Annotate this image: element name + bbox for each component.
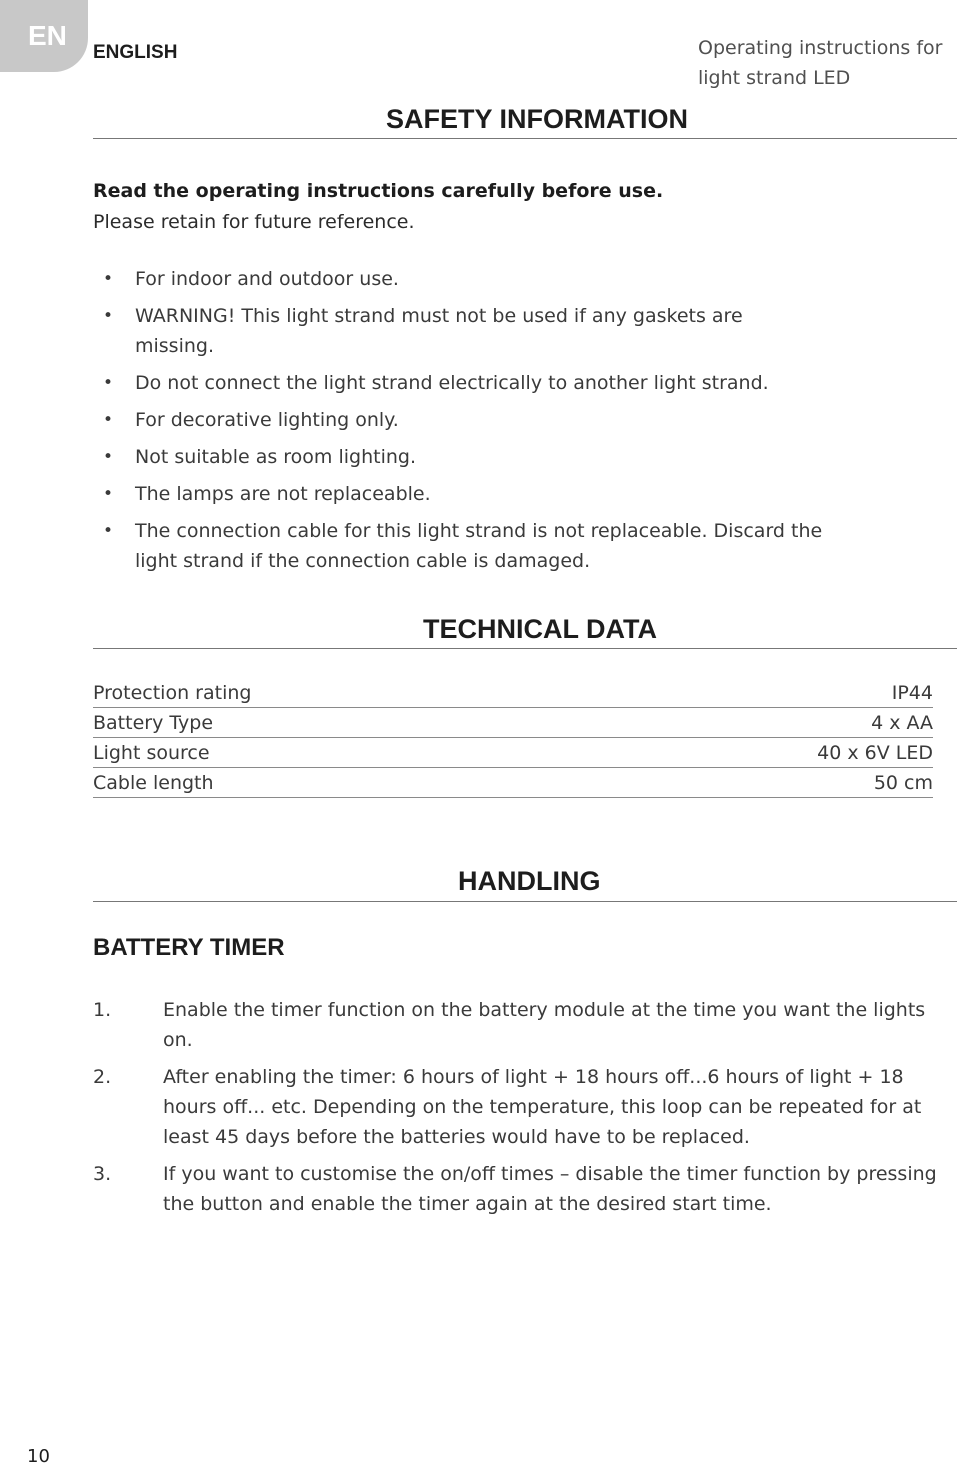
list-item: • Not suitable as room lighting. [103, 442, 823, 472]
list-item [93, 1062, 953, 1152]
safety-title: SAFETY INFORMATION [386, 104, 688, 134]
table-row [93, 708, 933, 738]
step-text: Enable the timer function on the battery module at the time you want the lights on. [163, 999, 926, 1051]
spec-value: 4 x AA [871, 712, 933, 734]
technical-divider [93, 648, 957, 649]
spec-label: Cable length [93, 772, 214, 794]
handling-title: HANDLING [458, 866, 601, 896]
technical-data-table [93, 678, 933, 798]
step-number: 3. [93, 1163, 112, 1185]
handling-divider [93, 901, 957, 902]
safety-divider [93, 138, 957, 139]
page-number: 10 [27, 1446, 50, 1467]
spec-label: Protection rating [93, 682, 252, 704]
list-item: • WARNING! This light strand must not be used if any gaskets are missing. [103, 301, 823, 361]
step-text: After enabling the timer: 6 hours of light + 18 hours off...6 hours of light + 18 hours off... etc. Depending on the temperature, this loop can be repeated for at least 45 days before the batteries would have to be replaced. [163, 1066, 922, 1148]
battery-timer-title: BATTERY TIMER [93, 934, 285, 961]
table-row [93, 738, 933, 768]
step-number: 2. [93, 1066, 112, 1088]
spec-label: Battery Type [93, 712, 214, 734]
list-item: • For decorative lighting only. [103, 405, 823, 435]
language-tab [0, 0, 88, 72]
table-row [93, 768, 933, 798]
safety-intro-bold: Read the operating instructions carefully before use. [93, 180, 664, 202]
list-item: • The lamps are not replaceable. [103, 479, 823, 509]
list-item: • The connection cable for this light strand is not replaceable. Discard the light strand if the connection cable is damaged. [103, 516, 823, 576]
step-text: If you want to customise the on/off times – disable the timer function by pressing the button and enable the timer again at the desired start time. [163, 1163, 937, 1215]
list-item [93, 995, 953, 1055]
language-name: ENGLISH [93, 42, 178, 63]
list-item: • For indoor and outdoor use. [103, 264, 823, 294]
table-row [93, 678, 933, 708]
safety-intro [93, 176, 663, 238]
list-item [93, 1159, 953, 1219]
language-code: EN [28, 20, 67, 51]
handling-steps [93, 995, 953, 1226]
safety-bullet-list [103, 264, 823, 583]
document-title: Operating instructions for light strand LED [698, 37, 943, 89]
spec-value: IP44 [891, 682, 933, 704]
technical-title: TECHNICAL DATA [423, 614, 657, 644]
list-item: • Do not connect the light strand electrically to another light strand. [103, 368, 823, 398]
step-number: 1. [93, 999, 112, 1021]
spec-value: 40 x 6V LED [817, 742, 933, 764]
spec-value: 50 cm [873, 772, 933, 794]
spec-label: Light source [93, 742, 210, 764]
safety-intro-text: Please retain for future reference. [93, 211, 415, 233]
